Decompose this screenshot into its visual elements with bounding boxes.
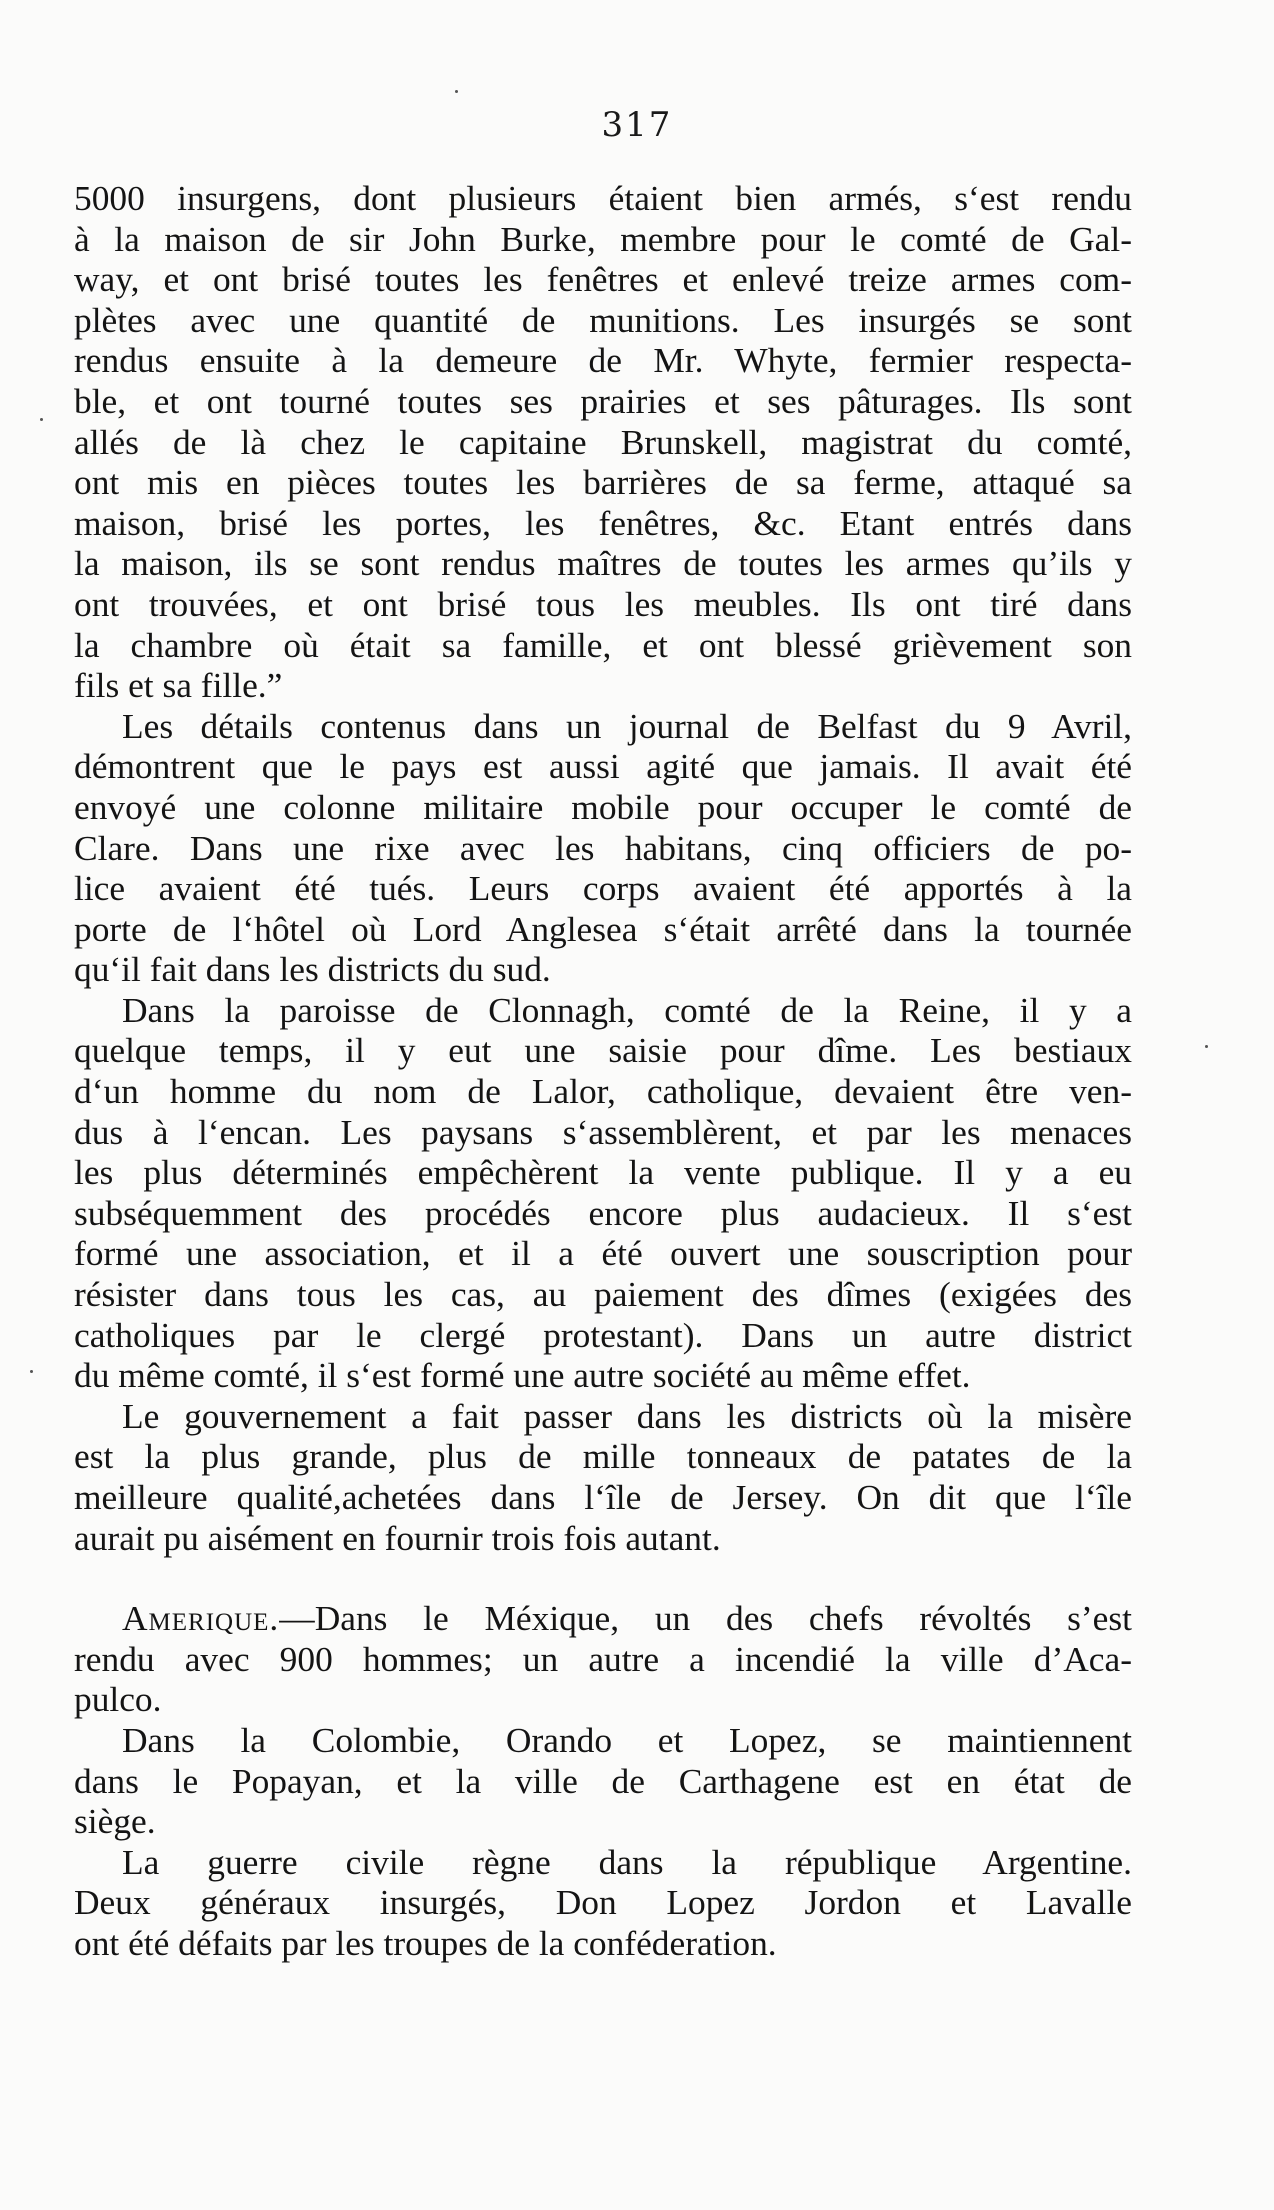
text-line-rest: —Dans le Méxique, un des chefs révoltés s’est — [279, 1598, 1132, 1639]
text-line: lice avaient été tués. Leurs corps avaient été apportés à la — [74, 868, 1132, 909]
text-line: Dans la paroisse de Clonnagh, comté de la Reine, il y a — [122, 989, 1132, 1030]
text-line: dus à l‘encan. Les paysans s‘assemblèrent, et par les menaces — [74, 1111, 1132, 1152]
paragraph-argentine — [74, 1842, 1132, 1964]
text-line: dans le Popayan, et la ville de Carthagene est en état de — [74, 1760, 1132, 1801]
section-heading: Amerique. — [122, 1598, 280, 1639]
text-line: formé une association, et il a été ouvert une souscription pour — [74, 1233, 1132, 1274]
text-line: rendu avec 900 hommes; un autre a incendié la ville d’Aca- — [74, 1638, 1132, 1679]
text-line: la maison, ils se sont rendus maîtres de toutes les armes qu’ils y — [74, 543, 1132, 584]
text-line: d‘un homme du nom de Lalor, catholique, devaient être ven- — [74, 1071, 1132, 1112]
text-line: Dans la Colombie, Orando et Lopez, se maintiennent — [122, 1719, 1132, 1760]
text-line: à la maison de sir John Burke, membre pour le comté de Gal- — [74, 218, 1132, 259]
text-line: aurait pu aisément en fournir trois fois autant. — [74, 1517, 721, 1558]
text-line: démontrent que le pays est aussi agité que jamais. Il avait été — [74, 746, 1132, 787]
text-line: ont mis en pièces toutes les barrières de sa ferme, attaqué sa — [74, 462, 1132, 503]
text-line: est la plus grande, plus de mille tonneaux de patates de la — [74, 1436, 1132, 1477]
text-line: les plus déterminés empêchèrent la vente publique. Il y a eu — [74, 1152, 1132, 1193]
text-line: plètes avec une quantité de munitions. Les insurgés se sont — [74, 299, 1132, 340]
text-line: envoyé une colonne militaire mobile pour occuper le comté de — [74, 786, 1132, 827]
text-line: rendus ensuite à la demeure de Mr. Whyte, fermier respecta- — [74, 340, 1132, 381]
text-line: siège. — [74, 1801, 156, 1842]
text-line: catholiques par le clergé protestant). Dans un autre district — [74, 1314, 1132, 1355]
text-line: fils et sa fille.” — [74, 665, 283, 706]
text-line — [74, 1598, 1132, 1639]
text-line: porte de l‘hôtel où Lord Anglesea s‘était arrêté dans la tournée — [74, 908, 1132, 949]
text-line: résister dans tous les cas, au paiement des dîmes (exigées des — [74, 1274, 1132, 1315]
paragraph-colombie — [74, 1720, 1132, 1842]
text-line: la chambre où était sa famille, et ont blessé grièvement son — [74, 624, 1132, 665]
text-line: pulco. — [74, 1679, 162, 1720]
text-line: Clare. Dans une rixe avec les habitans, cinq officiers de po- — [74, 827, 1132, 868]
text-line: quelque temps, il y eut une saisie pour dîme. Les bestiaux — [74, 1030, 1132, 1071]
text-line: maison, brisé les portes, les fenêtres, &c. Etant entrés dans — [74, 502, 1132, 543]
print-speck — [40, 418, 43, 421]
print-speck — [455, 90, 458, 93]
text-line: 5000 insurgens, dont plusieurs étaient bien armés, s‘est rendu — [74, 178, 1132, 218]
text-line: Les détails contenus dans un journal de Belfast du 9 Avril, — [122, 705, 1132, 746]
text-line: qu‘il fait dans les districts du sud. — [74, 949, 551, 990]
text-line: du même comté, il s‘est formé une autre société au même effet. — [74, 1355, 971, 1396]
text-line: La guerre civile règne dans la république Argentine. — [122, 1841, 1132, 1882]
text-line: way, et ont brisé toutes les fenêtres et enlevé treize armes com- — [74, 259, 1132, 300]
paragraph-gouvernement — [74, 1396, 1132, 1558]
body-text — [74, 178, 1132, 1964]
text-line: Deux généraux insurgés, Don Lopez Jordon et Lavalle — [74, 1882, 1132, 1923]
text-line: ont trouvées, et ont brisé tous les meubles. Ils ont tiré dans — [74, 583, 1132, 624]
print-speck — [1205, 1045, 1208, 1048]
section-gap — [74, 1558, 1132, 1598]
text-line: subséquemment des procédés encore plus audacieux. Il s‘est — [74, 1192, 1132, 1233]
print-speck — [30, 1370, 33, 1373]
paragraph-belfast — [74, 706, 1132, 990]
text-line: Le gouvernement a fait passer dans les districts où la misère — [122, 1395, 1132, 1436]
paragraph-amerique — [74, 1598, 1132, 1720]
page-number: 317 — [601, 105, 673, 145]
paragraph-clonnagh — [74, 990, 1132, 1396]
paragraph-insurgents — [74, 178, 1132, 706]
text-line: meilleure qualité,achetées dans l‘île de Jersey. On dit que l‘île — [74, 1477, 1132, 1517]
text-line: allés de là chez le capitaine Brunskell, magistrat du comté, — [74, 421, 1132, 462]
text-line: ble, et ont tourné toutes ses prairies et ses pâturages. Ils sont — [74, 380, 1132, 421]
text-line: ont été défaits par les troupes de la conféderation. — [74, 1922, 777, 1963]
